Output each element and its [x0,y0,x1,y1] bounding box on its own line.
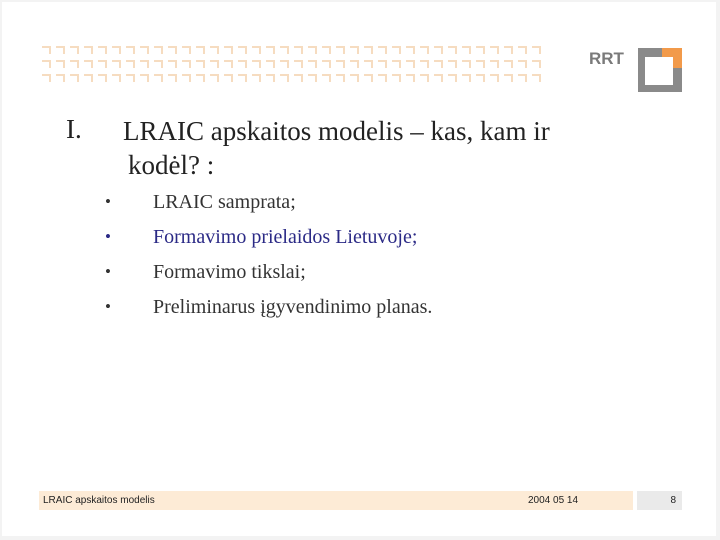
decorative-dash [182,46,191,54]
decorative-dash [308,74,317,82]
decorative-dash [378,60,387,68]
decorative-dash [224,60,233,68]
decorative-dash [448,74,457,82]
page-number: 8 [670,495,676,506]
decorative-dash [392,74,401,82]
decorative-dash [70,74,79,82]
decorative-dash [224,46,233,54]
decorative-dash [448,46,457,54]
decorative-dash [406,60,415,68]
decorative-dash [98,46,107,54]
decorative-dash [434,74,443,82]
decorative-dash [476,60,485,68]
decorative-dash [126,46,135,54]
decorative-dash [308,46,317,54]
bullet-marker: • [105,227,111,246]
decorative-dash [434,60,443,68]
decorative-dash [504,74,513,82]
decorative-dash [322,74,331,82]
bullet-text: LRAIC samprata; [153,191,296,213]
decorative-dash [210,60,219,68]
decorative-dash [126,74,135,82]
decorative-dash [504,60,513,68]
heading-line-1: LRAIC apskaitos modelis – kas, kam ir [123,116,550,146]
decorative-dash [420,74,429,82]
decorative-dash [448,60,457,68]
bullet-text: Formavimo prielaidos Lietuvoje; [153,226,418,248]
decorative-dash [182,60,191,68]
decorative-dash [504,46,513,54]
decorative-dash [196,74,205,82]
logo-icon [638,48,682,92]
page-number-box [637,491,682,510]
decorative-dash [112,74,121,82]
bullet-text: Preliminarus įgyvendinimo planas. [153,296,433,318]
decorative-dash [112,60,121,68]
decorative-dash [406,74,415,82]
decorative-dash [56,46,65,54]
decorative-dash [140,74,149,82]
decorative-dash [42,46,51,54]
decorative-dash [84,74,93,82]
decorative-dash [154,60,163,68]
decorative-pattern-row-3 [42,74,546,82]
decorative-dash [420,46,429,54]
decorative-pattern-row-1 [42,46,546,54]
decorative-dash [294,46,303,54]
decorative-dash [252,74,261,82]
decorative-dash [98,74,107,82]
decorative-dash [378,74,387,82]
heading-number: I. [66,114,82,144]
decorative-dash [392,60,401,68]
bullet-marker: • [105,262,111,281]
decorative-dash [84,46,93,54]
bullet-text: Formavimo tikslai; [153,261,306,283]
decorative-dash [350,46,359,54]
decorative-dash [336,46,345,54]
decorative-dash [294,60,303,68]
decorative-dash [322,46,331,54]
decorative-dash [238,46,247,54]
slide [2,2,716,536]
decorative-dash [126,60,135,68]
decorative-dash [210,74,219,82]
decorative-dash [196,60,205,68]
decorative-dash [42,74,51,82]
footer-bar [39,491,633,510]
decorative-dash [462,60,471,68]
decorative-dash [392,46,401,54]
decorative-dash [168,46,177,54]
decorative-dash [364,46,373,54]
decorative-dash [280,74,289,82]
decorative-dash [182,74,191,82]
decorative-dash [350,60,359,68]
decorative-dash [70,46,79,54]
footer-title: LRAIC apskaitos modelis [43,495,155,506]
slide-heading [123,114,643,182]
decorative-dash [252,46,261,54]
decorative-dash [350,74,359,82]
decorative-dash [336,74,345,82]
decorative-dash [56,60,65,68]
decorative-dash [462,74,471,82]
decorative-dash [98,60,107,68]
decorative-dash [252,60,261,68]
decorative-dash [140,46,149,54]
decorative-dash [532,46,541,54]
decorative-dash [196,46,205,54]
decorative-dash [490,60,499,68]
decorative-dash [224,74,233,82]
decorative-dash [322,60,331,68]
decorative-dash [84,60,93,68]
decorative-dash [266,46,275,54]
bullet-marker: • [105,297,111,316]
decorative-dash [462,46,471,54]
heading-line-2: kodėl? : [128,150,215,180]
decorative-dash [266,74,275,82]
decorative-dash [70,60,79,68]
decorative-pattern-row-2 [42,60,546,68]
decorative-dash [490,74,499,82]
decorative-dash [420,60,429,68]
decorative-dash [378,46,387,54]
decorative-dash [154,74,163,82]
decorative-dash [308,60,317,68]
decorative-dash [280,46,289,54]
decorative-dash [490,46,499,54]
decorative-dash [518,74,527,82]
decorative-dash [518,46,527,54]
decorative-dash [518,60,527,68]
decorative-dash [210,46,219,54]
decorative-dash [280,60,289,68]
decorative-dash [532,74,541,82]
decorative-dash [364,74,373,82]
decorative-dash [168,74,177,82]
decorative-dash [406,46,415,54]
decorative-dash [266,60,275,68]
decorative-dash [140,60,149,68]
decorative-dash [168,60,177,68]
logo-text: RRT [589,49,624,68]
decorative-dash [238,60,247,68]
decorative-dash [112,46,121,54]
decorative-dash [238,74,247,82]
bullet-marker: • [105,192,111,211]
decorative-dash [364,60,373,68]
decorative-dash [476,46,485,54]
decorative-dash [532,60,541,68]
decorative-dash [294,74,303,82]
decorative-dash [336,60,345,68]
decorative-dash [154,46,163,54]
decorative-dash [476,74,485,82]
decorative-dash [42,60,51,68]
decorative-dash [56,74,65,82]
decorative-dash [434,46,443,54]
footer-date: 2004 05 14 [528,495,579,506]
